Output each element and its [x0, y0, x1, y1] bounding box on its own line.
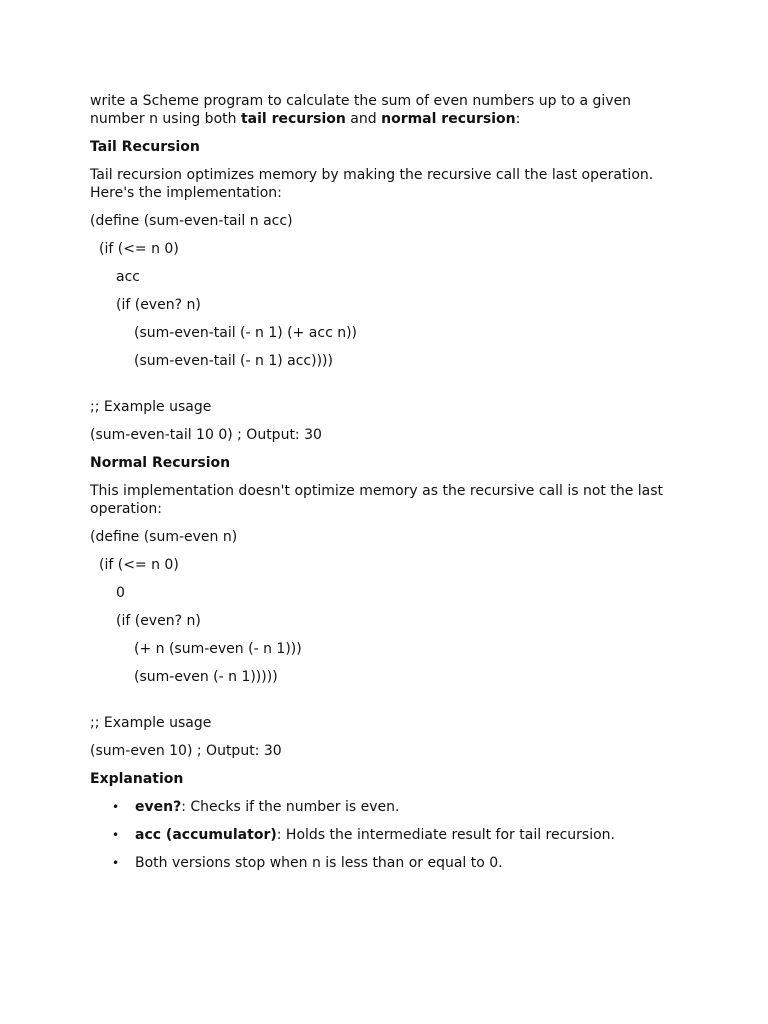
- bullet-icon: •: [112, 800, 120, 814]
- normal-code-line: (define (sum-even n): [90, 529, 238, 545]
- spacer: [90, 686, 680, 714]
- definition: : Holds the intermediate result for tail recursion.: [276, 827, 616, 843]
- intro-paragraph: [90, 92, 680, 128]
- tail-description: Tail recursion optimizes memory by making the recursive call the last operation. Here's the implementation:: [90, 167, 654, 201]
- tail-code-line: (sum-even-tail (- n 1) (+ acc n)): [134, 325, 358, 341]
- normal-code-line: (if (<= n 0): [99, 557, 179, 573]
- list-item: [90, 826, 680, 844]
- normal-code-line: (if (even? n): [116, 613, 201, 629]
- normal-heading: Normal Recursion: [90, 455, 231, 471]
- normal-description: This implementation doesn't optimize memory as the recursive call is not the last operation:: [90, 483, 664, 517]
- intro-bold-normal: normal recursion: [381, 111, 516, 127]
- normal-code-line: (sum-even (- n 1))))): [134, 669, 278, 685]
- tail-code-line: (if (<= n 0): [99, 241, 179, 257]
- definition: : Checks if the number is even.: [181, 799, 400, 815]
- tail-code-line: (sum-even-tail (- n 1) acc)))): [134, 353, 333, 369]
- tail-heading: Tail Recursion: [90, 139, 200, 155]
- spacer: [90, 370, 680, 398]
- normal-example-comment: ;; Example usage: [90, 715, 212, 731]
- normal-code-line: 0: [116, 585, 125, 601]
- list-item: [90, 854, 680, 872]
- tail-code-line: (define (sum-even-tail n acc): [90, 213, 293, 229]
- bullet-icon: •: [112, 828, 120, 842]
- document-page: [90, 92, 680, 882]
- bullet-icon: •: [112, 856, 120, 870]
- tail-code-line: (if (even? n): [116, 297, 201, 313]
- explanation-list: [90, 798, 680, 872]
- normal-example-call: (sum-even 10) ; Output: 30: [90, 743, 282, 759]
- explanation-heading: Explanation: [90, 771, 184, 787]
- term: even?: [135, 799, 182, 815]
- term: acc (accumulator): [135, 827, 277, 843]
- tail-example-comment: ;; Example usage: [90, 399, 212, 415]
- intro-and: and: [345, 111, 382, 127]
- intro-colon: :: [515, 111, 521, 127]
- normal-code-line: (+ n (sum-even (- n 1))): [134, 641, 302, 657]
- intro-text: write a Scheme program to calculate the sum of even numbers up to a given number n using both: [90, 93, 632, 127]
- tail-code-line: acc: [116, 269, 140, 285]
- tail-example-call: (sum-even-tail 10 0) ; Output: 30: [90, 427, 322, 443]
- definition: Both versions stop when n is less than or equal to 0.: [135, 855, 503, 871]
- intro-bold-tail: tail recursion: [240, 111, 346, 127]
- list-item: [90, 798, 680, 816]
